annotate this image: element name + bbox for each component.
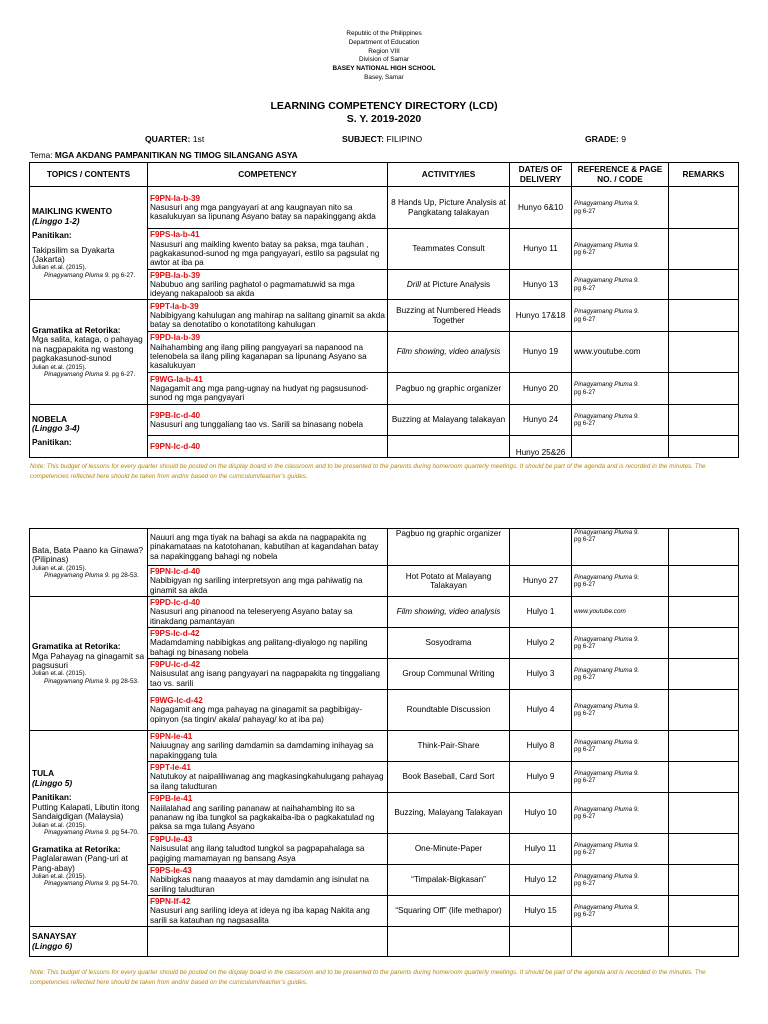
school-name: BASEY NATIONAL HIGH SCHOOL [332,65,436,73]
competency-text: Naihahambing ang ilang piling pangyayari sa napanood na telenobela sa ilang piling kaganapan sa lipunang Asyano sa kasalukuyan [150,342,367,371]
competency-cell [148,405,388,436]
reference-cell [572,865,669,896]
activity-cell: Buzzing at Malayang talakayan [388,405,510,436]
source-author: Julian et.al. (2015). [32,821,87,829]
reference-page: pg 6-27 [574,813,596,820]
topic-heading: NOBELA [32,413,68,424]
literary-work: Takipsilim sa Dyakarta (Jakarta) [32,244,115,264]
date-cell [510,529,572,566]
column-header-activity: ACTIVITY/IES [388,163,510,187]
reference-title: Pinagyamang Pluma 9. [574,308,640,316]
header-line: Region VIII [368,47,400,55]
reference-page: pg 6-27 [574,710,596,717]
competency-cell [148,690,388,731]
competency-cell [148,793,388,834]
reference-page: pg 6-27 [574,911,596,918]
competency-text: Natutukoy at naipaliliwanag ang magkasingkahulugang pahayag sa ilang taludturan [150,772,384,791]
topic-heading: Gramatika at Retorika: [32,324,121,335]
header-line: Division of Samar [358,56,410,64]
activity-cell: Teammates Consult [388,229,510,270]
topic-cell [30,529,148,597]
competency-cell [148,332,388,373]
competency-code: F9PB-Ie-41 [150,794,193,804]
competency-text: Nabubuo ang sariling paghatol o pagmamatuwid sa mga ideyang nakapaloob sa akda [150,279,355,299]
competency-code: F9PT-Ie-41 [150,763,191,773]
competency-text: Nagagamit ang mga pang-ugnay na hudyat ng pagsusunod-sunod ng mga pangyayari [150,383,369,403]
date-cell: Hulyo 3 [510,659,572,690]
topic-heading: Gramatika at Retorika: [32,641,121,652]
source-title: Pinagyamang Pluma 9. [44,571,111,579]
competency-code: F9PS-Ie-43 [150,866,192,876]
tema-line [30,150,298,160]
remarks-cell [669,896,739,927]
header-line: Republic of the Philippines [346,30,422,37]
competency-text: Nasusuri ang maikling kwento batay sa paksa, mga tauhan , pagkakasunod-sunod ng mga pangyayari, estilo sa pagsulat ng awtor at iba pa [150,239,380,268]
topic-week: (Linggo 1-2) [32,215,80,226]
remarks-cell [669,731,739,762]
competency-cell [148,659,388,690]
competency-cell [148,731,388,762]
competency-text: Naisusulat ang isang pangyayari na nagpapakita ng tinggaliang tao vs. sarili [150,669,380,688]
source-author: Julian et.al. (2015). [32,873,87,881]
source-author: Julian et.al. (2015). [32,564,87,572]
date-cell: Hulyo 8 [510,731,572,762]
date-cell: Hunyo 17&18 [510,300,572,332]
competency-cell [148,300,388,332]
activity-cell: Pagbuo ng graphic organizer [388,373,510,405]
competency-cell [148,834,388,865]
source-page: pg 28-53. [111,677,139,685]
remarks-cell [669,865,739,896]
panitikan-label: Panitikan: [32,436,72,447]
competency-code: F9PD-Ia-b-39 [150,333,201,343]
reference-title: Pinagyamang Pluma 9. [574,666,640,674]
reference-title: Pinagyamang Pluma 9. [574,200,640,208]
date-cell: Hunyo 13 [510,270,572,300]
source-author: Julian et.al. (2015). [32,264,87,272]
column-header-date: DATE/S OF DELIVERY [510,163,572,187]
competency-table [29,162,739,458]
reference-page: pg 6-27 [574,643,596,650]
topic-week: (Linggo 5) [32,777,73,788]
reference-page: pg 6-27 [574,207,596,215]
topic-cell [30,300,148,405]
competency-cell [148,865,388,896]
reference-cell [572,597,669,628]
reference-title: Pinagyamang Pluma 9. [574,769,640,777]
document-page-2 [0,500,768,1024]
competency-code: F9PU-Ic-d-42 [150,660,201,670]
quarter-field [145,134,204,144]
competency-text: Nasusuri ang pinanood na teleseryeng Asyano batay sa itinakdang pamantayan [150,607,353,626]
date-cell: Hunyo 24 [510,405,572,436]
activity-italic: Film showing, video analysis [396,607,501,617]
competency-text: Naiuugnay ang sariling damdamin sa damdaming inihayag sa napakinggang tula [150,741,374,760]
reference-cell [572,659,669,690]
remarks-cell [669,628,739,659]
letterhead [0,30,768,83]
competency-code: F9PT-Ia-b-39 [150,301,199,311]
source-title: Pinagyamang Pluma 9. [44,677,111,685]
date-cell: Hulyo 2 [510,628,572,659]
column-header-reference: REFERENCE & PAGE NO. / CODE [572,163,669,187]
table-header-row [30,163,739,187]
competency-text: Nauuri ang mga tiyak na bahagi sa akda na nagpapakita ng pinakamataas na katotohanan, kabutihan at kagandahan batay sa napakinggang bahagi ng nobela [150,533,379,561]
competency-cell [148,373,388,405]
reference-cell [572,628,669,659]
reference-cell [572,436,669,458]
remarks-cell [669,229,739,270]
date-cell: Hunyo 27 [510,566,572,597]
quarter-value: 1st [192,134,205,144]
competency-cell [148,566,388,597]
reference-title: Pinagyamang Pluma 9. [574,635,640,643]
competency-code: F9PS-Ic-d-42 [150,629,200,639]
remarks-cell [669,793,739,834]
literary-work: Putting Kalapati, Libutin itong Sandaigdigan (Malaysia) [32,801,140,822]
table-row [30,405,739,436]
remarks-cell [669,690,739,731]
activity-cell: Group Communal Writing [388,659,510,690]
reference-cell [572,405,669,436]
date-cell: Hunyo 25&26 [510,436,572,458]
topic-cell [30,187,148,300]
topic-heading: Gramatika at Retorika: [32,843,121,854]
activity-cell: One-Minute-Paper [388,834,510,865]
topic-cell [30,731,148,927]
source-title: Pinagyamang Pluma 9. [44,271,111,279]
reference-title: Pinagyamang Pluma 9. [574,412,640,420]
remarks-cell [669,927,739,957]
competency-code: F9PB-Ic-d-40 [150,410,201,420]
activity-cell: “Squaring Off” (life methapor) [388,896,510,927]
subject-field [342,134,422,144]
reference-title: Pinagyamang Pluma 9. [574,381,640,389]
competency-code: F9WG-Ic-d-42 [150,696,203,706]
reference-page: pg 6-27 [574,420,596,427]
reference-title: Pinagyamang Pluma 9. [574,277,640,285]
activity-cell [388,597,510,628]
competency-code: F9PU-Ie-43 [150,835,193,845]
activity-cell: Buzzing, Malayang Talakayan [388,793,510,834]
source-page: pg 28-53. [111,571,139,579]
reference-page: pg 6-27 [574,536,596,544]
activity-cell [388,436,510,458]
activity-italic: Drill [406,279,421,289]
topic-week: (Linggo 3-4) [32,423,80,434]
reference-cell [572,731,669,762]
source-page: pg 6-27. [111,370,136,378]
competency-code: F9PN-If-42 [150,897,191,907]
competency-text: Naisusulat ang ilang taludtod tungkol sa pagpapahalaga sa pagiging mamamayan ng bansang Asya [150,844,365,863]
date-cell: Hunyo 11 [510,229,572,270]
table-row [30,529,739,566]
grade-field [585,134,626,144]
reference-cell [572,896,669,927]
grade-value: 9 [621,134,627,144]
panitikan-label: Panitikan: [32,230,72,241]
activity-cell: Sosyodrama [388,628,510,659]
reference-cell [572,927,669,957]
activity-italic: Film showing, video analysis [396,347,501,357]
footnote: Note: This budget of lessons for every quarter should be posted on the display board in the classroom and to be presented to the parents during homeroom quarterly meetings. It should be part of the agenda and is recorded in the minutes. The competencies reflected here should be taken from and/or based on the curriculum/teacher’s guides. [30,969,706,986]
reference-page: pg 6-27 [574,849,596,856]
activity-cell: Roundtable Discussion [388,690,510,731]
competency-cell [148,927,388,957]
activity-cell: Think-Pair-Share [388,731,510,762]
competency-text: Nabibigkas nang maaayos at may damdamin ang isinulat na sariling taludturan [150,875,369,894]
competency-code: F9PN-Ie-41 [150,732,193,742]
activity-cell [388,927,510,957]
reference-title: Pinagyamang Pluma 9. [574,573,640,581]
competency-cell [148,762,388,793]
reference-cell [572,300,669,332]
competency-cell [148,628,388,659]
remarks-cell [669,436,739,458]
document-title-block [0,100,768,126]
date-cell: Hulyo 10 [510,793,572,834]
table-row [30,927,739,957]
table-row [30,597,739,628]
activity-cell: 8 Hands Up, Picture Analysis at Pangkatang talakayan [388,187,510,229]
remarks-cell [669,405,739,436]
activity-cell: Book Baseball, Card Sort [388,762,510,793]
reference-page: pg 6-27 [574,249,596,256]
reference-page: pg 6-27 [574,777,596,784]
competency-table-continued [29,528,739,957]
grade-label: GRADE: [585,134,619,144]
activity-cell: Buzzing at Numbered Heads Together [388,300,510,332]
activity-cell: Hot Potato at Malayang Talakayan [388,566,510,597]
reference-title: Pinagyamang Pluma 9. [574,805,640,813]
reference-cell [572,762,669,793]
reference-page: pg 6-27 [574,581,596,588]
date-cell: Hulyo 9 [510,762,572,793]
remarks-cell [669,566,739,597]
reference-title: Pinagyamang Pluma 9. [574,529,640,536]
source-title: Pinagyamang Pluma 9. [44,828,111,836]
reference-page: pg 6-27 [574,284,596,292]
reference-cell [572,270,669,300]
remarks-cell [669,762,739,793]
activity-cell: Pagbuo ng graphic organizer [388,529,510,566]
reference-title: Pinagyamang Pluma 9. [574,738,640,746]
date-cell: Hunyo 19 [510,332,572,373]
column-header-competency: COMPETENCY [148,163,388,187]
competency-cell [148,229,388,270]
reference-page: pg 6-27 [574,674,596,681]
date-cell: Hulyo 1 [510,597,572,628]
quarter-label: QUARTER: [145,134,191,144]
topic-text: Paglalarawan (Pang-uri at Pang-abay) [32,853,128,873]
topic-cell [30,927,148,957]
reference-cell [572,834,669,865]
competency-text: Madamdaming nabibigkas ang palitang-diyalogo ng napiling bahagi ng binasang nobela [150,638,368,657]
activity-cell [388,270,510,300]
competency-cell [148,896,388,927]
reference-cell [572,690,669,731]
activity-cell: “Timpalak-Bigkasan” [388,865,510,896]
reference-cell [572,529,669,566]
competency-code: F9PB-Ia-b-39 [150,270,201,280]
competency-cell [148,597,388,628]
subject-value: FILIPINO [386,134,423,144]
source-author: Julian et.al. (2015). [32,363,87,371]
competency-cell [148,529,388,566]
competency-cell [148,187,388,229]
remarks-cell [669,187,739,229]
topic-week: (Linggo 6) [32,940,73,951]
date-cell: Hulyo 15 [510,896,572,927]
reference-cell: www.youtube.com [572,332,669,373]
remarks-cell [669,597,739,628]
reference-page: pg 6-27 [574,880,596,887]
source-page: pg 54-70. [111,880,139,888]
topic-heading: TULA [32,768,55,779]
source-page: pg 54-70. [111,828,139,836]
school-location: Basey, Samar [364,73,404,81]
subject-label: SUBJECT: [342,134,385,144]
source-title: Pinagyamang Pluma 9. [44,370,111,378]
source-title: Pinagyamang Pluma 9. [44,880,111,888]
source-author: Julian et.al. (2015). [32,670,87,678]
competency-cell [148,436,388,458]
topic-cell [30,597,148,731]
remarks-cell [669,270,739,300]
date-cell: Hulyo 11 [510,834,572,865]
date-cell: Hulyo 12 [510,865,572,896]
competency-code: F9PN-Ic-d-40 [150,441,201,451]
topic-text: Mga Pahayag na ginagamit sa pagsusuri [32,650,145,670]
header-line: Department of Education [348,38,420,46]
table-row [30,731,739,762]
competency-text: Nasusuri ang mga pangyayari at ang kaugnayan nito sa kasalukuyan sa lipunang Asyano batay sa napakinggang akda [150,202,376,222]
competency-code: F9PS-Ia-b-41 [150,230,200,240]
remarks-cell [669,332,739,373]
reference-page: pg 6-27 [574,388,596,396]
remarks-cell [669,659,739,690]
competency-code: F9PN-Ia-b-39 [150,193,201,203]
footnote: Note: This budget of lessons for every quarter should be posted on the display board in the classroom and to be presented to the parents during homeroom quarterly meetings. It should be part of the agenda and is recorded in the minutes. The competencies reflected here should be taken from and/or based on the curriculum/teacher’s guides. [30,463,706,480]
topic-heading: MAIKLING KWENTO [32,206,113,217]
date-cell: Hulyo 4 [510,690,572,731]
table-row [30,300,739,332]
reference-cell [572,566,669,597]
reference-page: pg 6-27 [574,315,596,323]
topic-text: Mga salita, kataga, o pahayag na nagpapakita ng wastong pagkakasunod-sunod [32,334,143,364]
competency-text: Naiilalahad ang sariling pananaw at naihahambing ito sa pananaw ng iba tungkol sa pagkakaiba-iba o pagkakatulad ng paksa sa mga tulang Asyano [150,803,375,832]
activity-text: at Picture Analysis [423,279,491,289]
remarks-cell [669,300,739,332]
competency-text: Nasusuri ang sariling ideya at ideya ng iba kapag Nakita ang sarili sa katauhan ng nagsasalita [150,906,370,925]
competency-cell [148,270,388,300]
source-page: pg 6-27. [111,271,136,279]
reference-cell [572,187,669,229]
reference-link: www.youtube.com [574,608,626,616]
topic-cell [30,405,148,458]
competency-code: F9WG-Ia-b-41 [150,374,203,384]
reference-title: Pinagyamang Pluma 9. [574,241,640,249]
school-year: S. Y. 2019-2020 [346,113,422,125]
column-header-topics: TOPICS / CONTENTS [30,163,148,187]
column-header-remarks: REMARKS [669,163,739,187]
reference-title: Pinagyamang Pluma 9. [574,903,640,911]
competency-code: F9PD-Ic-d-40 [150,598,201,608]
remarks-cell [669,529,739,566]
reference-cell [572,373,669,405]
tema-value: MGA AKDANG PAMPANITIKAN NG TIMOG SILANGANG ASYA [54,150,298,160]
remarks-cell [669,373,739,405]
table-row [30,187,739,229]
date-cell [510,927,572,957]
document-page-1 [0,0,768,498]
panitikan-label: Panitikan: [32,792,72,803]
tema-label: Tema: [30,150,53,160]
topic-text: Bata, Bata Paano ka Ginawa? (Pilipinas) [32,544,144,565]
reference-title: Pinagyamang Pluma 9. [574,702,640,710]
date-cell: Hunyo 6&10 [510,187,572,229]
topic-heading: SANAYSAY [32,931,77,942]
activity-cell [388,332,510,373]
reference-cell [572,229,669,270]
competency-text: Nabibigyang kahulugan ang mahirap na salitang ginamit sa akda batay sa denotatibo o konotatitong kahulugan [150,310,385,330]
document-title: LEARNING COMPETENCY DIRECTORY (LCD) [270,100,498,112]
competency-text: Nasusuri ang tunggaliang tao vs. Sarili sa binasang nobela [150,420,364,429]
reference-cell [572,793,669,834]
reference-title: Pinagyamang Pluma 9. [574,872,640,880]
remarks-cell [669,834,739,865]
competency-text: Nagagamit ang mga pahayag na ginagamit sa pagbibigay-opinyon (sa tingin/ akala/ pahayag/ ko at iba pa) [150,705,363,724]
competency-text: Nabibigyan ng sariling interpretsyon ang mga pahiwatig na ginamit sa akda [150,576,363,595]
date-cell: Hunyo 20 [510,373,572,405]
reference-title: Pinagyamang Pluma 9. [574,841,640,849]
reference-page: pg 6-27 [574,746,596,753]
competency-code: F9PN-Ic-d-40 [150,567,201,577]
